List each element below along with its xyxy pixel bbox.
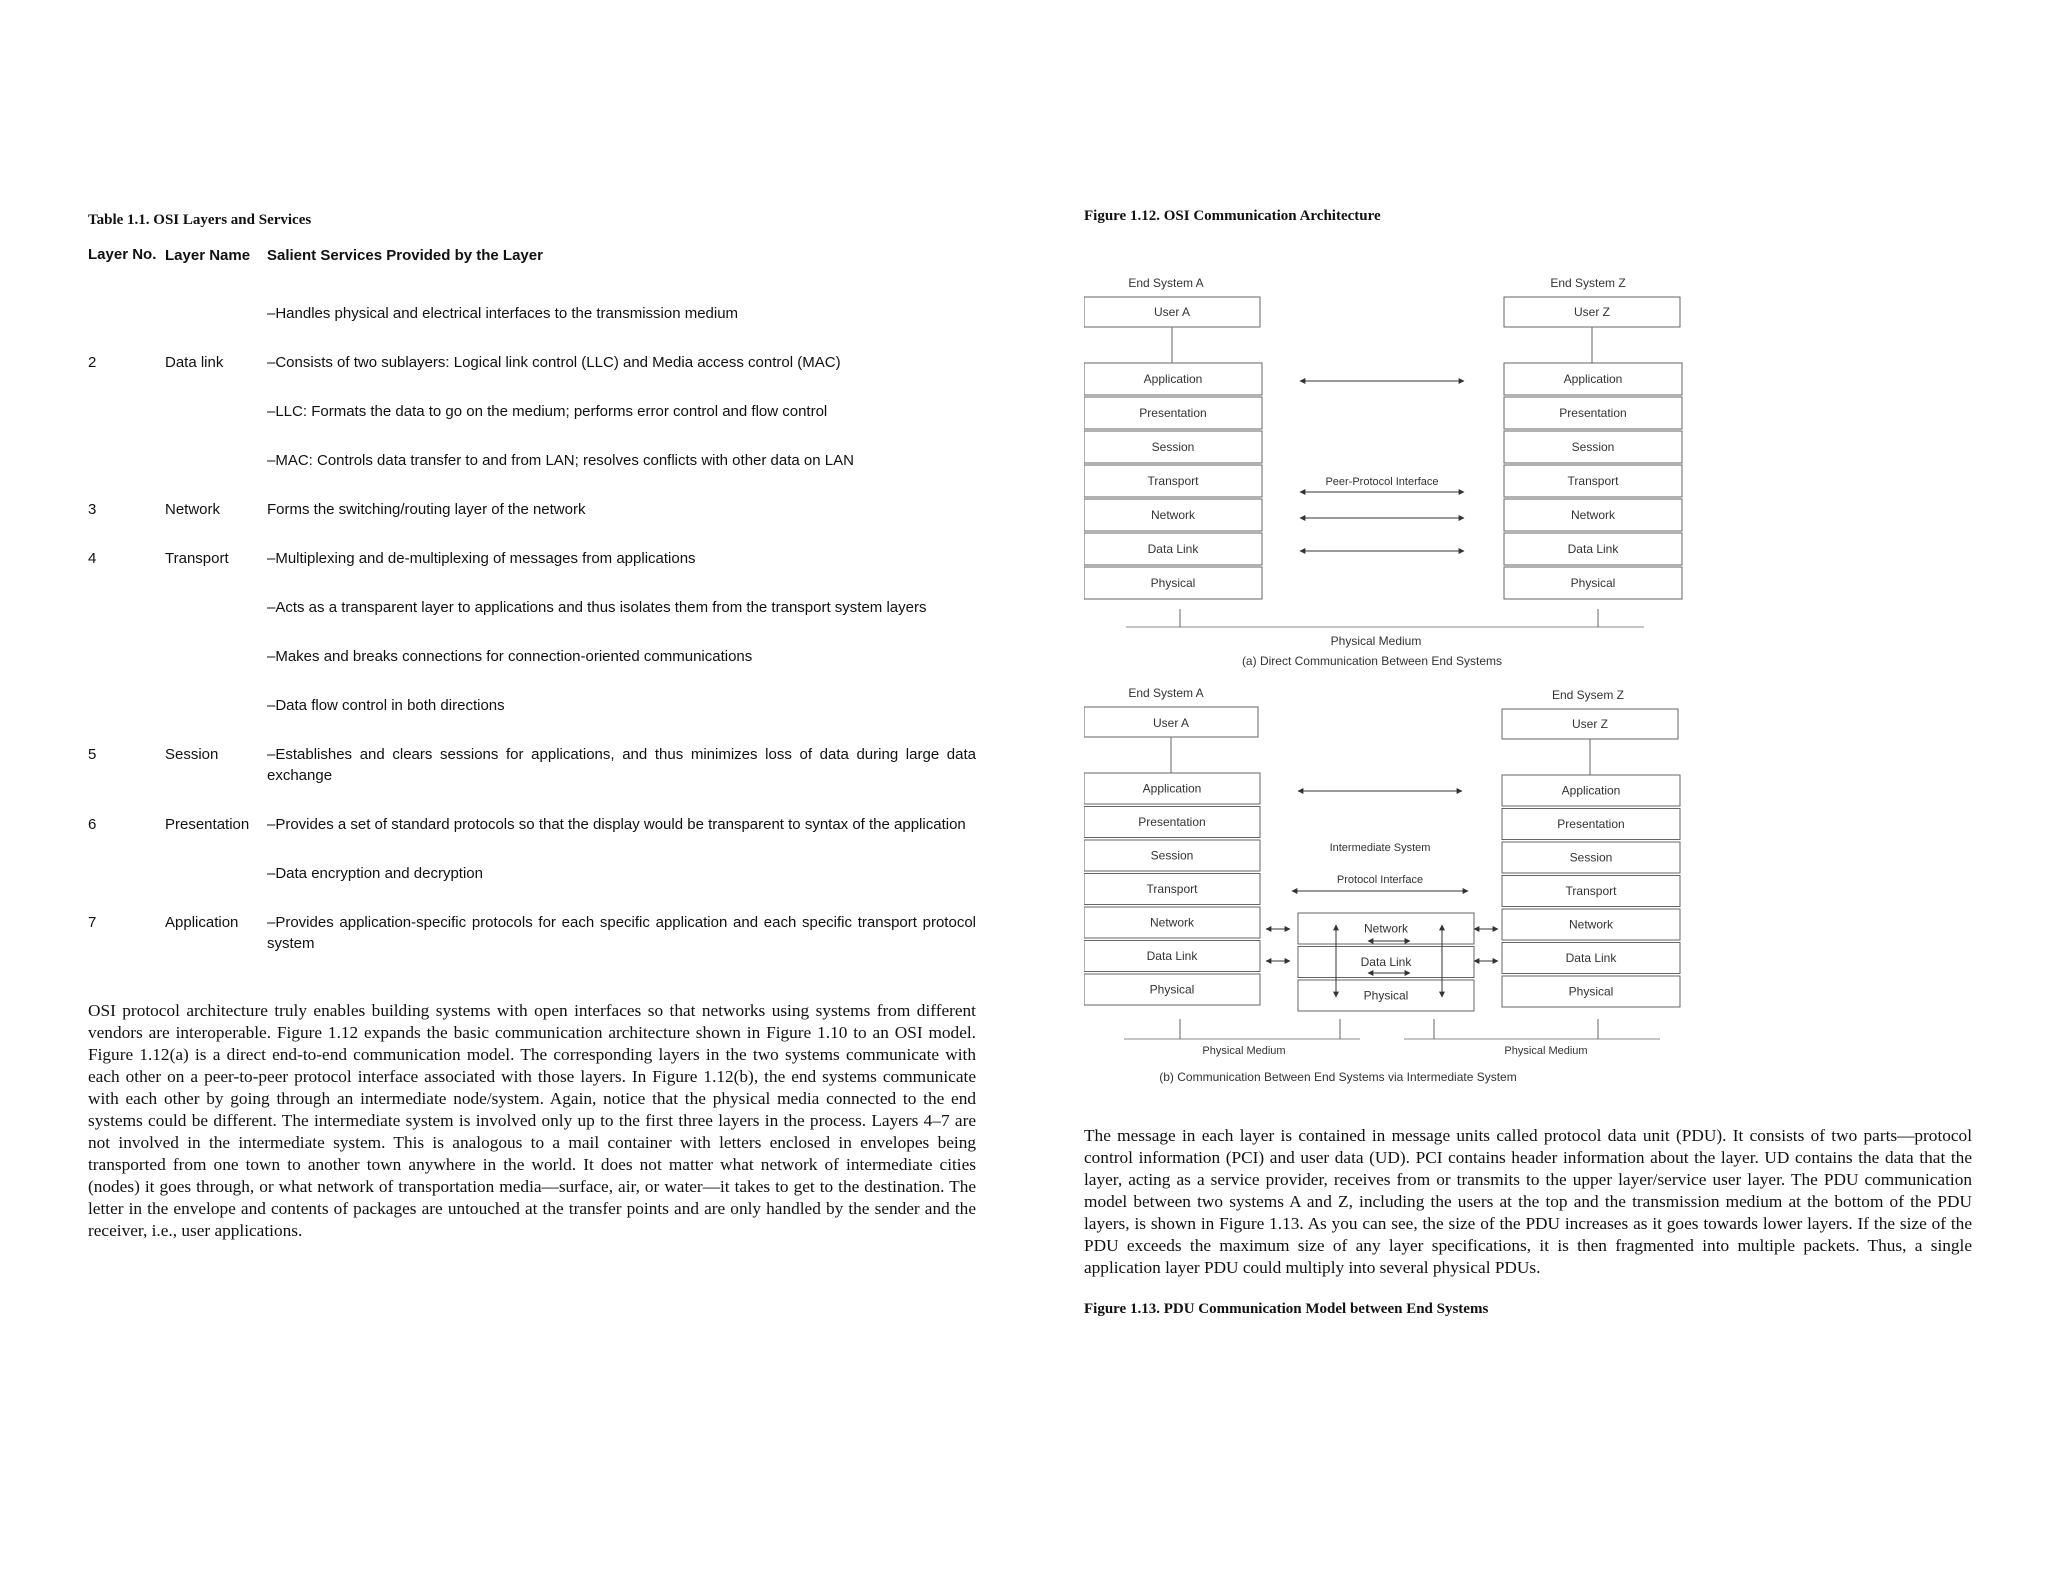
- service-cell: –LLC: Formats the data to go on the medium; performs error control and flow control: [267, 403, 828, 420]
- header-layer-no: Layer No.: [88, 246, 157, 263]
- layer-no-cell: [88, 401, 165, 422]
- stack-a-left: [1084, 363, 1262, 599]
- service-cell: –Provides a set of standard protocols so that the display would be transparent to syntax of the application: [267, 816, 966, 833]
- header-layer-name: Layer Name: [165, 247, 251, 264]
- layer-label: Physical: [1149, 982, 1195, 997]
- layer-name-cell: Network: [165, 501, 221, 518]
- layer-name-cell: [165, 303, 267, 324]
- user-z-label-b: User Z: [1572, 717, 1608, 731]
- table-header: [88, 245, 976, 266]
- layer-label: Network: [1363, 921, 1409, 936]
- table-row: [88, 548, 976, 569]
- end-system-a-label: End System A: [1128, 276, 1204, 290]
- table-body: [88, 303, 976, 954]
- layer-label: Data Link: [1146, 949, 1198, 963]
- layer-label: Presentation: [1559, 406, 1627, 420]
- end-system-z-label-b: End Sysem Z: [1551, 688, 1625, 702]
- layer-label: Session: [1571, 440, 1615, 454]
- intermediate-stack: [1298, 913, 1474, 1011]
- layer-label: Network: [1150, 508, 1196, 522]
- figure-13-caption: Figure 1.13. PDU Communication Model between End Systems: [1084, 1301, 1489, 1317]
- layer-label: Transport: [1565, 884, 1617, 898]
- layer-label: Physical: [1363, 988, 1409, 1003]
- layer-label: Network: [1570, 508, 1616, 522]
- stack-b-left: [1084, 773, 1260, 1005]
- layer-no-cell: [88, 695, 165, 716]
- service-cell: –Consists of two sublayers: Logical link control (LLC) and Media access control (MAC): [267, 354, 841, 371]
- user-a-label: User A: [1153, 305, 1191, 319]
- layer-name-cell: [165, 646, 267, 667]
- layer-label: Network: [1149, 915, 1195, 930]
- layer-label: Data Link: [1567, 542, 1619, 556]
- table-caption: Table 1.1. OSI Layers and Services: [88, 212, 312, 228]
- layer-name-cell: [165, 450, 267, 471]
- layer-name-cell: Presentation: [165, 816, 250, 833]
- layer-label: Physical: [1568, 984, 1614, 999]
- end-system-a-label-b: End System A: [1128, 686, 1204, 700]
- layer-label: Physical: [1150, 576, 1196, 590]
- layer-name-cell: [165, 695, 267, 716]
- table-row: [88, 450, 976, 471]
- right-column: [1084, 208, 1972, 1318]
- layer-label: Session: [1150, 848, 1194, 863]
- layer-label: Transport: [1147, 474, 1199, 488]
- intermediate-system-label: Intermediate System: [1329, 842, 1431, 854]
- layer-no-cell: 4: [88, 550, 97, 567]
- stack-b-right: [1502, 775, 1680, 1007]
- layer-label: Presentation: [1557, 817, 1625, 831]
- layer-no-cell: [88, 863, 165, 884]
- part-a-caption: (a) Direct Communication Between End Systems: [1241, 654, 1503, 668]
- service-cell: –Handles physical and electrical interfaces to the transmission medium: [267, 305, 739, 322]
- service-cell: –Acts as a transparent layer to applications and thus isolates them from the transport system layers: [267, 599, 927, 616]
- layer-label: Presentation: [1138, 815, 1206, 829]
- user-a-label-b: User A: [1152, 716, 1190, 730]
- peer-protocol-label: Peer-Protocol Interface: [1325, 476, 1439, 488]
- osi-architecture-diagram: [1084, 239, 1704, 1089]
- layer-no-cell: [88, 597, 165, 618]
- table-row: [88, 863, 976, 884]
- table-row: [88, 912, 976, 954]
- table-row: [88, 646, 976, 667]
- layer-label: Transport: [1567, 474, 1619, 488]
- layer-label: Application: [1143, 372, 1203, 386]
- table-row: [88, 401, 976, 422]
- medium-label-left: Physical Medium: [1202, 1045, 1286, 1057]
- layer-no-cell: 3: [88, 501, 97, 518]
- user-z-label: User Z: [1574, 305, 1610, 319]
- service-cell: –MAC: Controls data transfer to and from LAN; resolves conflicts with other data on LAN: [267, 452, 854, 469]
- end-system-z-label: End System Z: [1550, 276, 1626, 290]
- right-paragraph: The message in each layer is contained in message units called protocol data unit (PDU). It consists of two parts—protocol control information (PCI) and user data (UD). PCI contains header information about the layer. UD contains the data that the layer, acting as a service provider, receives from or transmits to the upper layer/service user layer. The PDU communication model between two systems A and Z, including the users at the top and the transmission medium at the bottom of the PDU layers, is shown in Figure 1.13. As you can see, the size of the PDU increases as it goes towards lower layers. If the size of the PDU exceeds the maximum size of any layer specifications, it is then fragmented into multiple packets. Thus, a single application layer PDU could multiply into several physical PDUs.: [1084, 1126, 1972, 1277]
- table-row: [88, 303, 976, 324]
- layer-label: Application: [1142, 781, 1202, 796]
- medium-label-right: Physical Medium: [1504, 1045, 1588, 1057]
- layer-name-cell: [165, 597, 267, 618]
- layer-no-cell: 2: [88, 354, 97, 371]
- table-row: [88, 499, 976, 520]
- layer-no-cell: [88, 450, 165, 471]
- table-row: [88, 744, 976, 786]
- part-b-caption: (b) Communication Between End Systems via Intermediate System: [1159, 1070, 1517, 1084]
- layer-label: Session: [1151, 440, 1195, 454]
- part-b: [1084, 686, 1680, 1084]
- layer-label: Physical: [1570, 576, 1616, 590]
- layer-name-cell: Application: [165, 914, 239, 931]
- table-row: [88, 695, 976, 716]
- layer-name-cell: [165, 863, 267, 884]
- service-cell: –Multiplexing and de-multiplexing of messages from applications: [267, 550, 696, 567]
- layer-label: Transport: [1146, 882, 1198, 896]
- layer-no-cell: [88, 303, 165, 324]
- service-cell: –Establishes and clears sessions for applications, and thus minimizes loss of data during large data exchange: [267, 746, 976, 784]
- layer-no-cell: 6: [88, 816, 97, 833]
- layer-label: Data Link: [1147, 542, 1199, 556]
- layer-label: Data Link: [1360, 955, 1412, 969]
- layer-no-cell: 7: [88, 914, 97, 931]
- table-row: [88, 814, 976, 835]
- service-cell: –Makes and breaks connections for connection-oriented communications: [267, 648, 753, 665]
- layer-no-cell: [88, 646, 165, 667]
- layer-label: Network: [1568, 917, 1614, 932]
- table-row: [88, 597, 976, 618]
- service-cell: –Data encryption and decryption: [267, 865, 483, 882]
- header-services: Salient Services Provided by the Layer: [267, 247, 543, 264]
- layer-name-cell: [165, 401, 267, 422]
- layer-label: Application: [1563, 372, 1623, 386]
- layer-name-cell: Transport: [165, 550, 229, 567]
- protocol-interface-label: Protocol Interface: [1336, 874, 1424, 886]
- layer-label: Application: [1561, 783, 1621, 798]
- left-paragraph: OSI protocol architecture truly enables building systems with open interfaces so that networks using systems from different vendors are interoperable. Figure 1.12 expands the basic communication architecture shown in Figure 1.10 to an OSI model. Figure 1.12(a) is a direct end-to-end communication model. The corresponding layers in the two systems communicate with each other on a peer-to-peer protocol interface associated with those layers. In Figure 1.12(b), the end systems communicate with each other by going through an intermediate node/system. Again, notice that the physical media connected to the end systems could be different. The intermediate system is involved only up to the first three layers in the process. Layers 4–7 are not involved in the intermediate system. This is analogous to a mail container with letters enclosed in envelopes being transported from one town to another town anywhere in the world. It does not matter what network of intermediate cities (nodes) it goes through, or what network of transportation media—surface, air, or water—it takes to get to the destination. The letter in the envelope and contents of packages are untouched at the transfer points and are only handled by the sender and the receiver, i.e., user applications.: [88, 1001, 976, 1240]
- service-cell: Forms the switching/routing layer of the network: [267, 501, 586, 518]
- layer-name-cell: Session: [165, 746, 219, 763]
- figure-12-caption: Figure 1.12. OSI Communication Architecture: [1084, 208, 1381, 224]
- layer-no-cell: 5: [88, 746, 97, 763]
- layer-name-cell: Data link: [165, 354, 224, 371]
- stack-a-right: [1504, 363, 1682, 599]
- layer-label: Session: [1569, 850, 1613, 865]
- layer-label: Presentation: [1139, 406, 1207, 420]
- left-column: [88, 212, 976, 1242]
- service-cell: –Provides application-specific protocols for each specific application and each specific transport protocol system: [267, 914, 976, 952]
- service-cell: –Data flow control in both directions: [267, 697, 505, 714]
- table-row: [88, 352, 976, 373]
- layer-label: Data Link: [1565, 951, 1617, 965]
- part-a: [1084, 276, 1682, 668]
- physical-medium-label: Physical Medium: [1330, 634, 1422, 648]
